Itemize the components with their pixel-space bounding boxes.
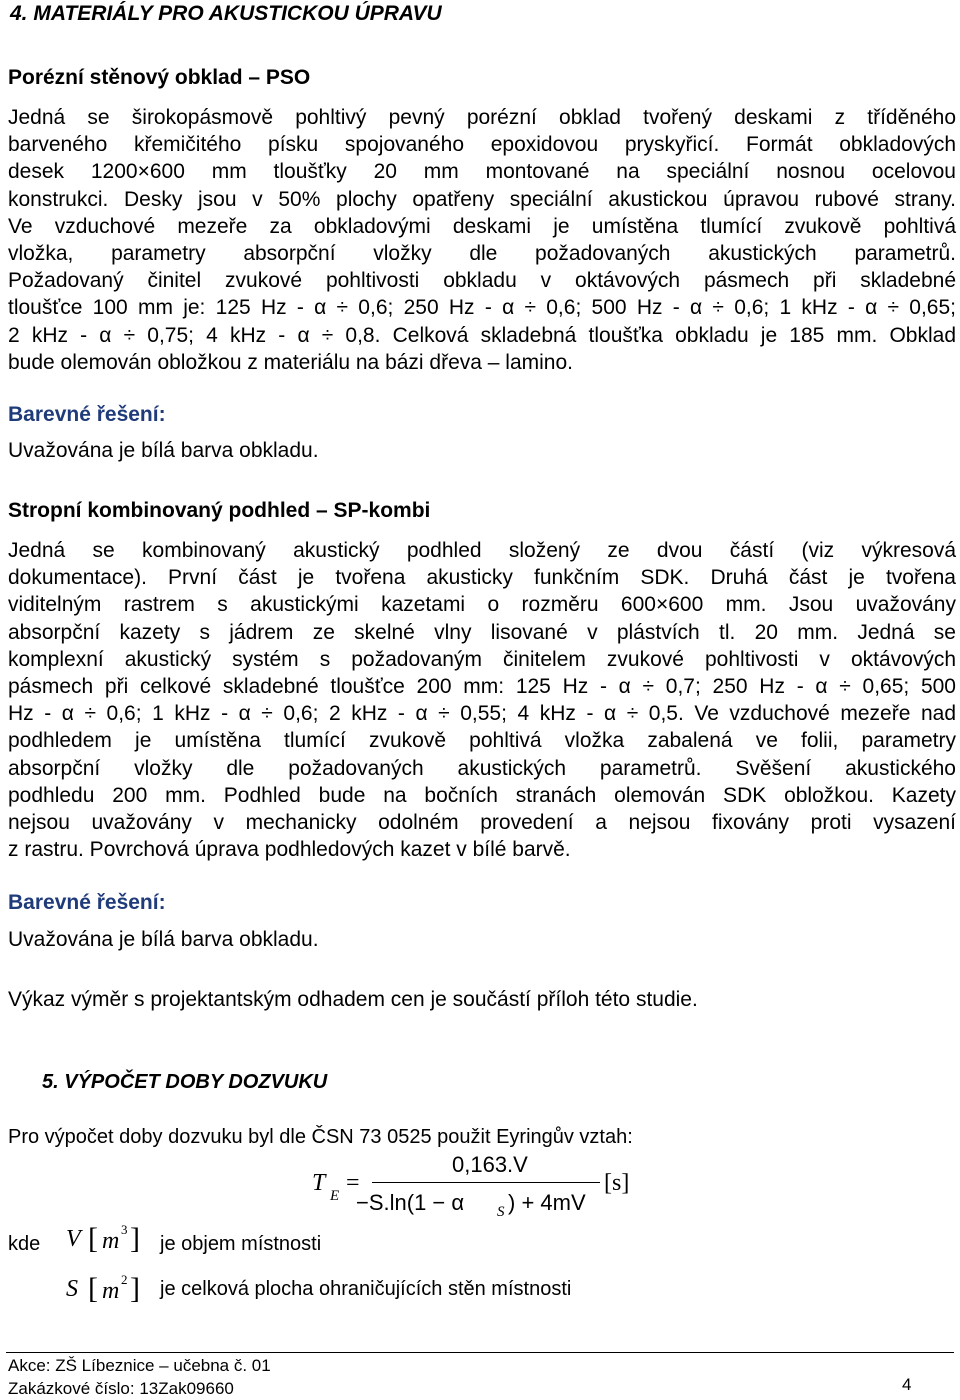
pso-line: konstrukci. Desky jsou v 50% plochy opatřeny speciální akustickou úpravou rubové strany.: [8, 187, 956, 211]
sp-line: absorpční kazety s jádrem ze skelné vlny lisované v plástvích tl. 20 mm. Jedná se: [8, 620, 956, 644]
pso-line: desek 1200×600 mm tloušťky 20 mm montované na speciální nosnou ocelovou: [8, 160, 956, 184]
formula-lhs-sub: E: [330, 1188, 340, 1204]
def-unit: m: [102, 1278, 120, 1304]
estimate-note: Výkaz výměr s projektantským odhadem cen je součástí příloh této studie.: [8, 988, 698, 1011]
pso-line: Ve vzduchové mezeře za obkladovými deskami je umístěna tlumící zvukově pohltivá: [8, 214, 956, 238]
sp-line: podhledu 200 mm. Podhled bude na bočních stranách olemován SDK obložkou. Kazety: [8, 783, 956, 807]
formula-numerator: 0,163.V: [452, 1152, 528, 1177]
bracket-open-icon: [: [88, 1222, 98, 1255]
bracket-close-icon: ]: [130, 1272, 140, 1305]
pso-line: Požadovaný činitel zvukové pohltivosti obkladu v oktávových pásmech při skladebné: [8, 269, 956, 293]
pso-paragraph: [8, 104, 956, 376]
kde-label: kde: [8, 1233, 41, 1255]
formula-denominator: −S.ln(1 − α: [356, 1190, 465, 1215]
sp-line: z rastru. Povrchová úprava podhledových kazet v bílé barvě.: [8, 838, 571, 862]
bracket-open-icon: [: [88, 1272, 98, 1305]
footer-project: Akce: ZŠ Líbeznice – učebna č. 01: [8, 1356, 271, 1375]
pso-line: barveného křemičitého písku spojovaného epoxidovou pryskyřicí. Formát obkladových: [8, 133, 956, 157]
formula-unit: [s]: [604, 1170, 630, 1196]
def-unit-exp: 2: [121, 1272, 128, 1287]
eyring-intro: Pro výpočet doby dozvuku byl dle ČSN 73 0525 použit Eyringův vztah:: [8, 1126, 633, 1148]
pso-heading: Porézní stěnový obklad – PSO: [8, 66, 311, 89]
formula-denominator-tail: ) + 4mV: [508, 1190, 586, 1215]
formula-lhs: T: [312, 1170, 326, 1196]
pso-color-text: Uvažována je bílá barva obkladu.: [8, 439, 319, 462]
formula-denominator-sub: S: [497, 1204, 505, 1220]
sp-line: Hz - α ÷ 0,6; 1 kHz - α ÷ 0,6; 2 kHz - α ÷ 0,55; 4 kHz - α ÷ 0,5. Ve vzduchové mezeře nad: [8, 702, 956, 726]
def-text: je celková plocha ohraničujících stěn místnosti: [160, 1278, 572, 1300]
sp-line: Jedná se kombinovaný akustický podhled složený ze dvou částí (viz výkresová: [8, 539, 956, 562]
footer-divider: [6, 1352, 954, 1353]
pso-color-heading: Barevné řešení:: [8, 403, 166, 426]
def-unit: m: [102, 1228, 120, 1254]
bracket-close-icon: ]: [130, 1222, 140, 1255]
pso-line: tloušťce 100 mm je: 125 Hz - α ÷ 0,6; 250 Hz - α ÷ 0,6; 500 Hz - α ÷ 0,6; 1 kHz - α ÷ 0,65;: [8, 296, 956, 320]
sp-color-heading: Barevné řešení:: [8, 891, 166, 914]
sp-line: absorpční vložky dle požadovaných akustických parametrů. Svěšení akustického: [8, 756, 956, 780]
sp-line: pásmech při celkové skladebné tloušťce 200 mm: 125 Hz - α ÷ 0,7; 250 Hz - α ÷ 0,65; 500: [8, 675, 956, 699]
section-4-title: 4. MATERIÁLY PRO AKUSTICKOU ÚPRAVU: [10, 2, 442, 25]
sp-line: podhledem je umístěna tlumící zvukově pohltivá vložka zabalená ve folii, parametry: [8, 729, 956, 753]
fraction-bar: [372, 1182, 600, 1183]
sp-paragraph: [8, 537, 956, 863]
footer-order-number: Zakázkové číslo: 13Zak09660: [8, 1379, 234, 1398]
def-symbol: S: [66, 1276, 78, 1302]
sp-line: nejsou uvažovány v mechanicky odolném provedení a nejsou fixovány proti vysazení: [8, 811, 956, 835]
pso-line: bude olemován obložkou z materiálu na bázi dřeva – lamino.: [8, 350, 574, 374]
sp-line: dokumentace). První část je tvořena akusticky funkčním SDK. Druhá část je tvořena: [8, 566, 956, 590]
formula-equals: =: [346, 1170, 360, 1196]
pso-line: 2 kHz - α ÷ 0,75; 4 kHz - α ÷ 0,8. Celková skladebná tloušťka obkladu je 185 mm. Obklad: [8, 323, 956, 347]
def-unit-exp: 3: [121, 1222, 128, 1237]
sp-line: komplexní akustický systém s požadovaným činitelem zvukové pohltivosti v oktávových: [8, 647, 956, 671]
sp-line: viditelným rastrem s akustickými kazetami o rozměru 600×600 mm. Jsou uvažovány: [8, 593, 956, 617]
def-text: je objem místnosti: [160, 1233, 322, 1255]
sp-color-text: Uvažována je bílá barva obkladu.: [8, 928, 319, 951]
def-symbol: V: [66, 1226, 81, 1252]
pso-line: Jedná se širokopásmově pohltivý pevný porézní obklad tvořený deskami z tříděného: [8, 106, 956, 129]
page-number: 4: [902, 1375, 912, 1394]
pso-line: vložka, parametry absorpční vložky dle požadovaných akustických parametrů.: [8, 242, 956, 266]
section-5-title: 5. VÝPOČET DOBY DOZVUKU: [42, 1071, 328, 1093]
sp-heading: Stropní kombinovaný podhled – SP-kombi: [8, 499, 431, 522]
